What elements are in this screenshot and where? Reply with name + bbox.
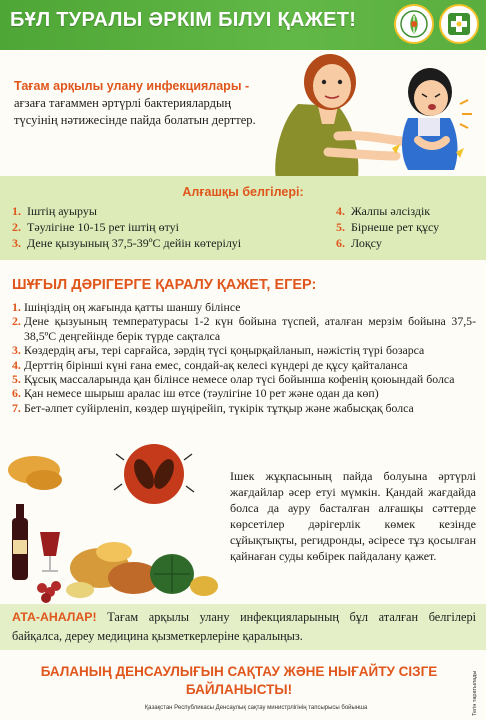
first-signs-list-left <box>12 203 241 251</box>
item-text: Бірнеше рет құсу <box>351 220 440 234</box>
item-number: 2. <box>12 220 21 234</box>
item-text: Іштің ауыруы <box>27 204 97 218</box>
item-number: 4. <box>336 204 345 218</box>
intro-text <box>14 78 264 129</box>
ministry-emblem-icon <box>394 4 434 44</box>
list-item <box>12 235 241 251</box>
list-item <box>336 203 439 219</box>
list-item <box>12 386 476 400</box>
item-number: 1. <box>12 300 21 314</box>
intro-body: ағзаға тағаммен әртүрлі бактериялардың түсуінің нәтижесінде пайда болатын дерттер. <box>14 96 256 127</box>
free-distribution-note: Тегін таратылады <box>472 670 478 716</box>
item-number: 6. <box>336 236 345 250</box>
item-text: Ішіңіздің оң жағында қатты шаншу білінсе <box>24 300 241 314</box>
list-item <box>12 372 476 386</box>
page-title: БҰЛ ТУРАЛЫ ӘРКІМ БІЛУІ ҚАЖЕТ! <box>10 9 357 31</box>
item-text: Дерттің бірінші күні ғана емес, сондай-ақ келесі күндері де құсу қайталанса <box>24 357 408 372</box>
mother-and-sick-child-illustration <box>268 44 482 183</box>
item-text: Көздердің ағы, тері сарғайса, зәрдің түсі қоңырқайланып, нәжістің түрі бозарса <box>24 343 425 358</box>
urgent-list <box>12 300 476 415</box>
list-item <box>12 203 241 219</box>
list-item <box>12 300 476 314</box>
item-text: Құсық массаларында қан білінсе немесе олар түсі бойынша кофенің қоюындай болса <box>24 372 455 387</box>
item-number: 4. <box>12 357 21 372</box>
item-text: Бет-әлпет суйірленіп, көздер шүңірейіп, түкірік тұтқыр және жабысқақ болса <box>24 400 414 415</box>
first-signs-list-right <box>336 203 439 251</box>
list-item <box>336 219 439 235</box>
item-number: 7. <box>12 400 21 415</box>
item-number: 6. <box>12 386 21 401</box>
list-item <box>12 219 241 235</box>
item-text: Тәулігіне 10-15 рет іштің өтуі <box>27 220 180 234</box>
advice-text: Ішек жұқпасының пайда болуына әртүрлі жағдайлар әсер етуі мүмкін. Қандай жағдайда болса да ауру басталған алғашқы сәттерде көрсетілер дәрігерлік көмек кезінде сұйықтықты, регидронды, әсіресе тұз қосылған қайнаған суды көбірек пайдалану қажет. <box>230 469 476 563</box>
list-item <box>336 235 439 251</box>
list-item <box>12 343 476 357</box>
item-number: 5. <box>12 372 21 387</box>
parents-text <box>12 608 476 646</box>
item-number: 1. <box>12 204 21 218</box>
item-number: 5. <box>336 220 345 234</box>
list-item <box>12 358 476 372</box>
item-text: Жалпы әлсіздік <box>351 204 431 218</box>
list-item <box>12 401 476 415</box>
item-text: Қан немесе шырыш аралас іш өтсе (тәулігіне 10 рет және одан да көп) <box>24 386 379 401</box>
urgent-section-title: ШҰҒЫЛ ДӘРІГЕРГЕ ҚАРАЛУ ҚАЖЕТ, ЕГЕР: <box>12 277 317 293</box>
health-center-emblem-icon <box>439 4 479 44</box>
item-text: Дене қызуының температурасы 1-2 күн бойына түспей, аталған мерзім бойына 37,5-38,5ºС деңгейінде берік түрде сақталса <box>24 314 476 343</box>
intro-lead: Тағам арқылы улану инфекциялары - <box>14 79 250 93</box>
item-number: 3. <box>12 236 21 250</box>
first-signs-title: Алғашқы белгілері: <box>182 185 304 199</box>
parents-lead: АТА-АНАЛАР! <box>12 610 97 624</box>
spoiled-food-illustration <box>4 440 226 611</box>
item-number: 3. <box>12 343 21 358</box>
final-slogan: БАЛАНЫҢ ДЕНСАУЛЫҒЫН САҚТАУ ЖӘНЕ НЫҒАЙТУ СІЗГЕ БАЙЛАНЫСТЫ! <box>40 664 438 697</box>
parents-body: Тағам арқылы улану инфекцияларының бұл аталған белгілері байқалса, дереу медицина қызметкерлеріне қаралыңыз. <box>12 610 477 643</box>
footer-note: Қазақстан Республикасы Денсаулық сақтау министрлігінің тапсырысы бойынша <box>144 705 368 711</box>
list-item <box>12 314 476 343</box>
item-text: Лоқсу <box>351 236 382 250</box>
item-number: 2. <box>12 314 21 329</box>
item-text: Дене қызуының 37,5-39ºС дейін көтерілуі <box>27 236 242 250</box>
